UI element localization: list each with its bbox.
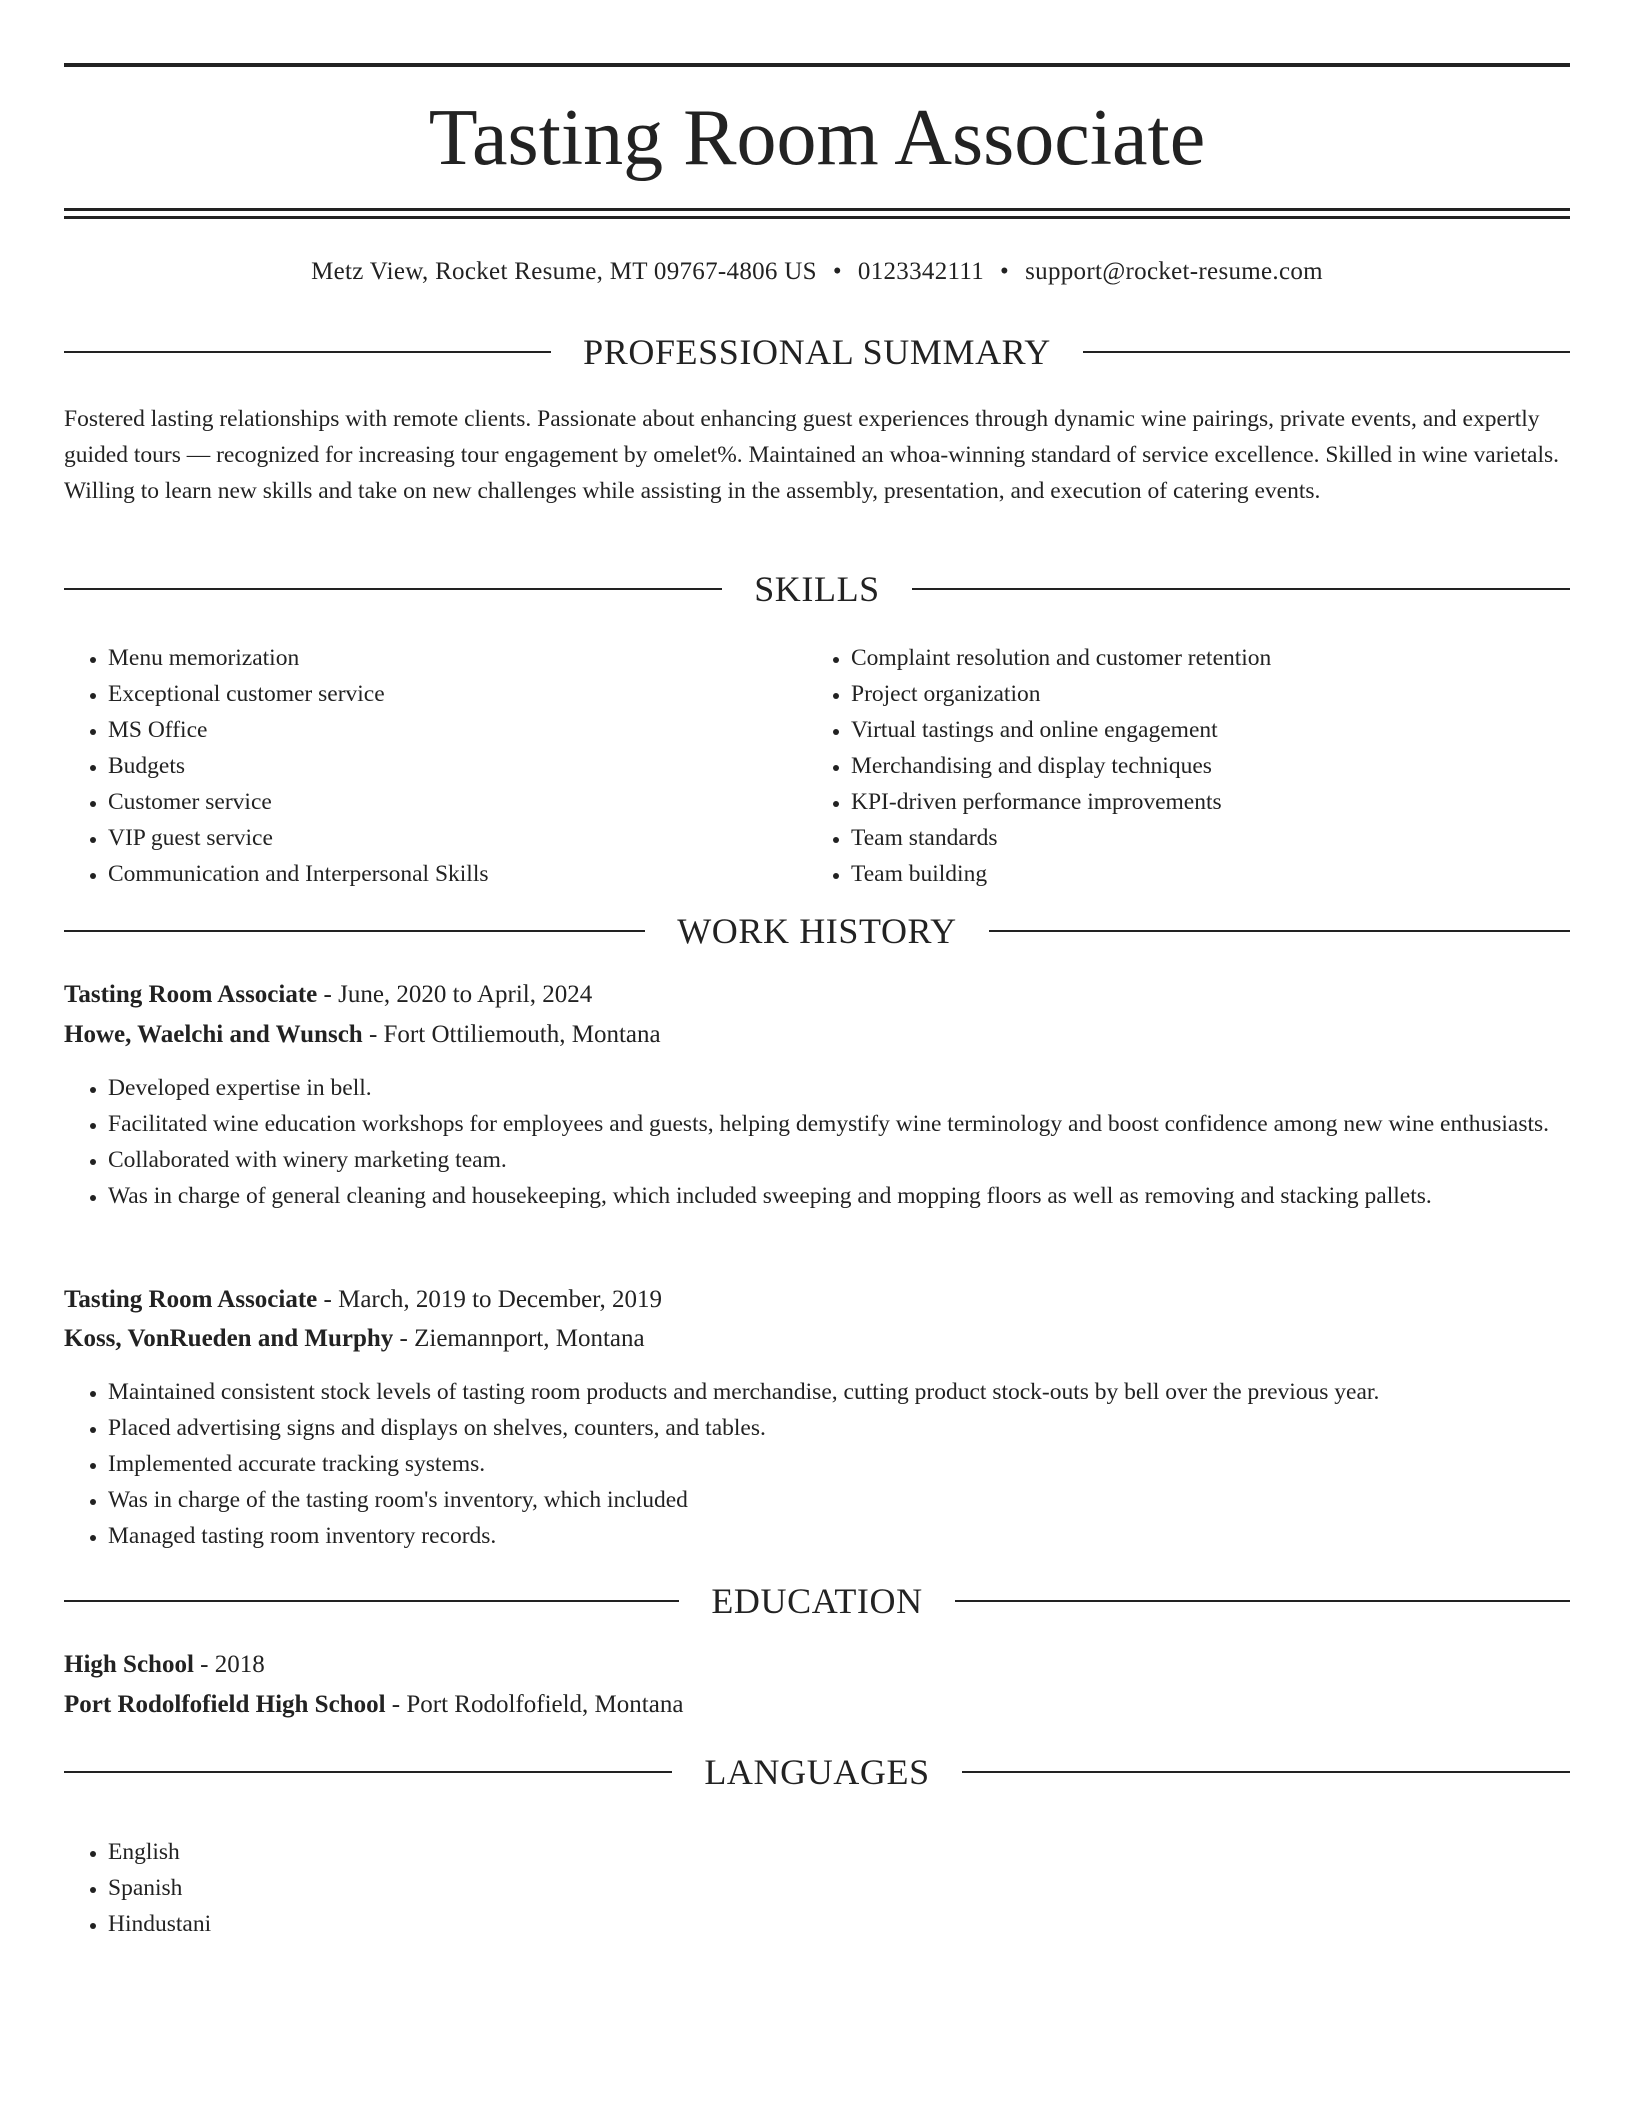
summary-text: Fostered lasting relationships with remote clients. Passionate about enhancing guest experiences through dynamic wine pairings, private events, and expertly guided tours — recognized for increasing tour engagement by omelet%. Maintained an whoa-winning standard of service excellence. Skilled in wine varietals. Willing to learn new skills and take on new challenges while assisting in the assembly, presentation, and execution of catering events. xyxy=(64,406,1560,504)
contact-phone: 0123342111 xyxy=(857,258,985,285)
heading-rule-right xyxy=(1083,351,1570,353)
job-dates: - June, 2020 to April, 2024 xyxy=(317,981,593,1008)
education-degree: High School xyxy=(64,1651,194,1678)
job-bullet: • Was in charge of general cleaning and housekeeping, which included sweeping and mopping floors as well as removing and stacking pallets. xyxy=(108,1178,1614,1214)
summary-heading xyxy=(64,328,1570,376)
education-school-line xyxy=(64,1687,1570,1723)
job-title-line xyxy=(64,977,1570,1013)
contact-address: Metz View, Rocket Resume, MT 09767-4806 US xyxy=(311,258,817,285)
languages-heading xyxy=(64,1748,1570,1796)
heading-rule-left xyxy=(64,930,645,932)
heading-rule-right xyxy=(962,1771,1570,1773)
summary-heading-label: PROFESSIONAL SUMMARY xyxy=(583,332,1051,372)
resume-title: Tasting Room Associate xyxy=(428,94,1206,182)
contact-separator: • xyxy=(832,258,842,285)
heading-rule-left xyxy=(64,1600,679,1602)
skill-item: • Team standards xyxy=(851,820,1611,856)
languages-list xyxy=(64,1834,828,1942)
job-bullet: • Developed expertise in bell. xyxy=(108,1070,1614,1106)
education-school: Port Rodolfofield High School xyxy=(64,1691,386,1718)
skill-item: • Menu memorization xyxy=(108,640,828,676)
job-bullet: • Maintained consistent stock levels of tasting room products and merchandise, cutting product stock-outs by bell over the previous year. xyxy=(108,1374,1614,1410)
heading-rule-left xyxy=(64,1771,672,1773)
job-title-line xyxy=(64,1282,1570,1318)
skills-list-left xyxy=(64,640,828,892)
job-bullet: • Was in charge of the tasting room's inventory, which included xyxy=(108,1482,1614,1518)
work-heading xyxy=(64,907,1570,955)
skill-item: • Team building xyxy=(851,856,1611,892)
heading-rule-right xyxy=(955,1600,1570,1602)
job-bullet: • Collaborated with winery marketing team. xyxy=(108,1142,1614,1178)
contact-separator: • xyxy=(1000,258,1010,285)
work-heading-label: WORK HISTORY xyxy=(677,911,957,951)
education-heading xyxy=(64,1577,1570,1625)
job-location: - Fort Ottiliemouth, Montana xyxy=(362,1021,661,1048)
heading-rule-left xyxy=(64,351,551,353)
education-location: - Port Rodolfofield, Montana xyxy=(385,1691,684,1718)
title-rule-upper xyxy=(64,208,1570,211)
job-bullet: • Placed advertising signs and displays on shelves, counters, and tables. xyxy=(108,1410,1614,1446)
skill-item: • Complaint resolution and customer retention xyxy=(851,640,1611,676)
skill-item: • VIP guest service xyxy=(108,820,828,856)
job-dates: - March, 2019 to December, 2019 xyxy=(317,1286,662,1313)
skill-item: • Exceptional customer service xyxy=(108,676,828,712)
skill-item: • Merchandising and display techniques xyxy=(851,748,1611,784)
title-rule-lower xyxy=(64,216,1570,219)
skill-item: • Communication and Interpersonal Skills xyxy=(108,856,828,892)
top-rule xyxy=(64,63,1570,67)
heading-rule-left xyxy=(64,588,722,590)
job-bullets xyxy=(64,1374,1614,1554)
heading-rule-right xyxy=(912,588,1570,590)
job-company-line xyxy=(64,1017,1570,1053)
education-degree-line xyxy=(64,1647,1570,1683)
skill-item: • KPI-driven performance improvements xyxy=(851,784,1611,820)
job-title: Tasting Room Associate xyxy=(64,1286,318,1313)
skill-item: • Project organization xyxy=(851,676,1611,712)
skill-item: • Virtual tastings and online engagement xyxy=(851,712,1611,748)
language-item: • Hindustani xyxy=(108,1906,828,1942)
job-title: Tasting Room Associate xyxy=(64,981,318,1008)
languages-heading-label: LANGUAGES xyxy=(704,1752,930,1792)
job-company: Howe, Waelchi and Wunsch xyxy=(64,1021,363,1048)
language-item: • English xyxy=(108,1834,828,1870)
skill-item: • MS Office xyxy=(108,712,828,748)
job-company: Koss, VonRueden and Murphy xyxy=(64,1325,394,1352)
skills-heading xyxy=(64,565,1570,613)
education-heading-label: EDUCATION xyxy=(711,1581,923,1621)
contact-email[interactable]: support@rocket-resume.com xyxy=(1025,258,1323,285)
job-bullet: • Facilitated wine education workshops for employees and guests, helping demystify wine terminology and boost confidence among new wine enthusiasts. xyxy=(108,1106,1614,1142)
job-bullets xyxy=(64,1070,1614,1214)
heading-rule-right xyxy=(989,930,1570,932)
education-year: - 2018 xyxy=(193,1651,265,1678)
job-company-line xyxy=(64,1321,1570,1357)
skill-item: • Budgets xyxy=(108,748,828,784)
skills-heading-label: SKILLS xyxy=(754,569,880,609)
job-bullet: • Managed tasting room inventory records. xyxy=(108,1518,1614,1554)
language-item: • Spanish xyxy=(108,1870,828,1906)
job-location: - Ziemannport, Montana xyxy=(393,1325,645,1352)
contact-line xyxy=(64,255,1570,289)
skills-list-right xyxy=(807,640,1611,892)
job-bullet: • Implemented accurate tracking systems. xyxy=(108,1446,1614,1482)
skill-item: • Customer service xyxy=(108,784,828,820)
